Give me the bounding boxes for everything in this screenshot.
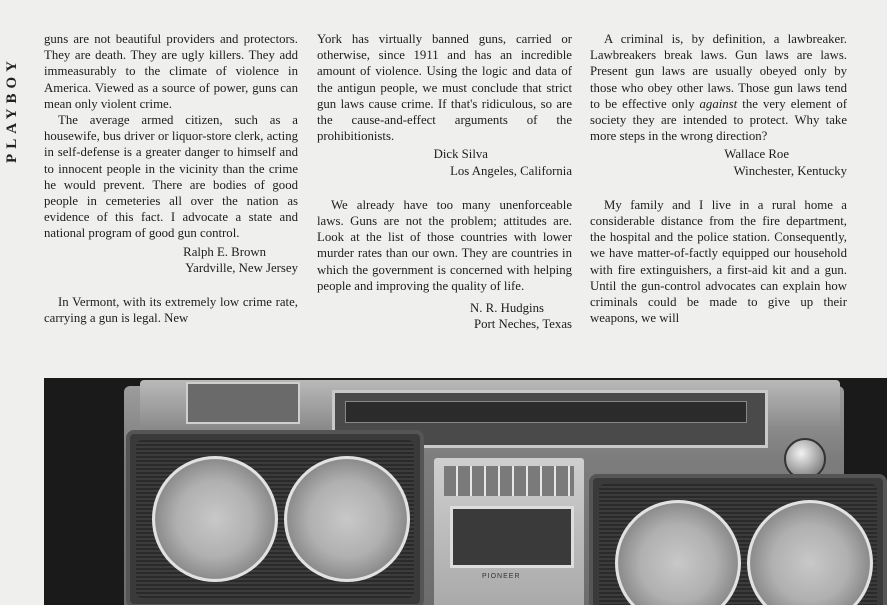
signature-place: Yardville, New Jersey — [185, 260, 298, 275]
masthead-title: PLAYBOY — [3, 55, 20, 163]
left-speaker — [126, 430, 424, 605]
speaker-cone — [152, 456, 278, 582]
signature — [317, 300, 572, 332]
cassette-keys — [444, 466, 574, 496]
masthead — [2, 34, 22, 184]
letter-text: A criminal is, by definition, a lawbreaker. Lawbreakers break laws. Gun laws are laws. Present gun laws are usually obeyed only by those who obey other laws. Those gun laws tend to be effective only — [590, 32, 847, 111]
letter-paragraph: The average armed citizen, such as a housewife, bus driver or liquor-store clerk, acting in self-defense is a greater danger to himself and to innocent people in the vicinity than the crime he would prevent. There are bodies of good people in cemeteries all over the nation as evidence of this fact. I advocate a state and national program of good gun control. — [44, 113, 298, 241]
letter-text: the very element of society they are intended to protect. Why take more steps in the wrong direction? — [590, 96, 847, 144]
cassette-deck — [434, 458, 584, 605]
emphasis-text: against — [699, 96, 738, 111]
signature-place: Los Angeles, California — [450, 163, 572, 178]
signature-place: Winchester, Kentucky — [733, 163, 847, 178]
letter-paragraph: York has virtually banned guns, carried or otherwise, since 1911 and has an incredible amount of violence. Using the logic and data of the antigun people, we must conclude that strict gun laws cause crime. If that's ridiculous, so are the cause-and-effect arguments of the prohibitionists. — [317, 32, 572, 144]
tuner-dial — [345, 401, 747, 423]
speaker-cone — [284, 456, 410, 582]
column-1 — [44, 31, 298, 326]
cassette-window — [450, 506, 574, 568]
signature-name: Wallace Roe — [724, 147, 789, 162]
letter-paragraph — [590, 31, 847, 144]
letter-paragraph: My family and I live in a rural home a considerable distance from the fire department, the hospital and the police station. Consequently, we have matter-of-factly equipped our household with fire extinguishers, a first-aid kit and a gun. Until the gun-control advocates can explain how criminals could be made to give up their weapons, we will — [590, 197, 847, 326]
boombox-photo — [44, 378, 887, 605]
signature — [590, 146, 847, 178]
signature — [44, 244, 298, 276]
letter-paragraph: In Vermont, with its extremely low crime rate, carrying a gun is legal. New — [44, 295, 298, 326]
letter-paragraph: We already have too many unenforceable laws. Guns are not the problem; attitudes are. Look at the list of those countries with lower murder rates than our own. They are countries in which the government is concerned with helping people and improving the quality of life. — [317, 197, 572, 293]
column-2 — [317, 31, 572, 332]
brand-label: PIONEER — [482, 573, 521, 580]
equalizer-sliders — [186, 382, 300, 424]
signature-name: Ralph E. Brown — [183, 244, 266, 259]
right-speaker — [589, 474, 887, 605]
signature — [317, 146, 572, 178]
letter-paragraph: guns are not beautiful providers and protectors. They are death. They are ugly killers. They add immeasurably to the climate of violence in America. Viewed as a source of power, guns can mean only violent crime. — [44, 32, 298, 111]
column-3 — [590, 31, 847, 326]
signature-name: N. R. Hudgins — [470, 301, 544, 316]
signature-name: Dick Silva — [433, 147, 488, 162]
signature-place: Port Neches, Texas — [473, 317, 572, 332]
